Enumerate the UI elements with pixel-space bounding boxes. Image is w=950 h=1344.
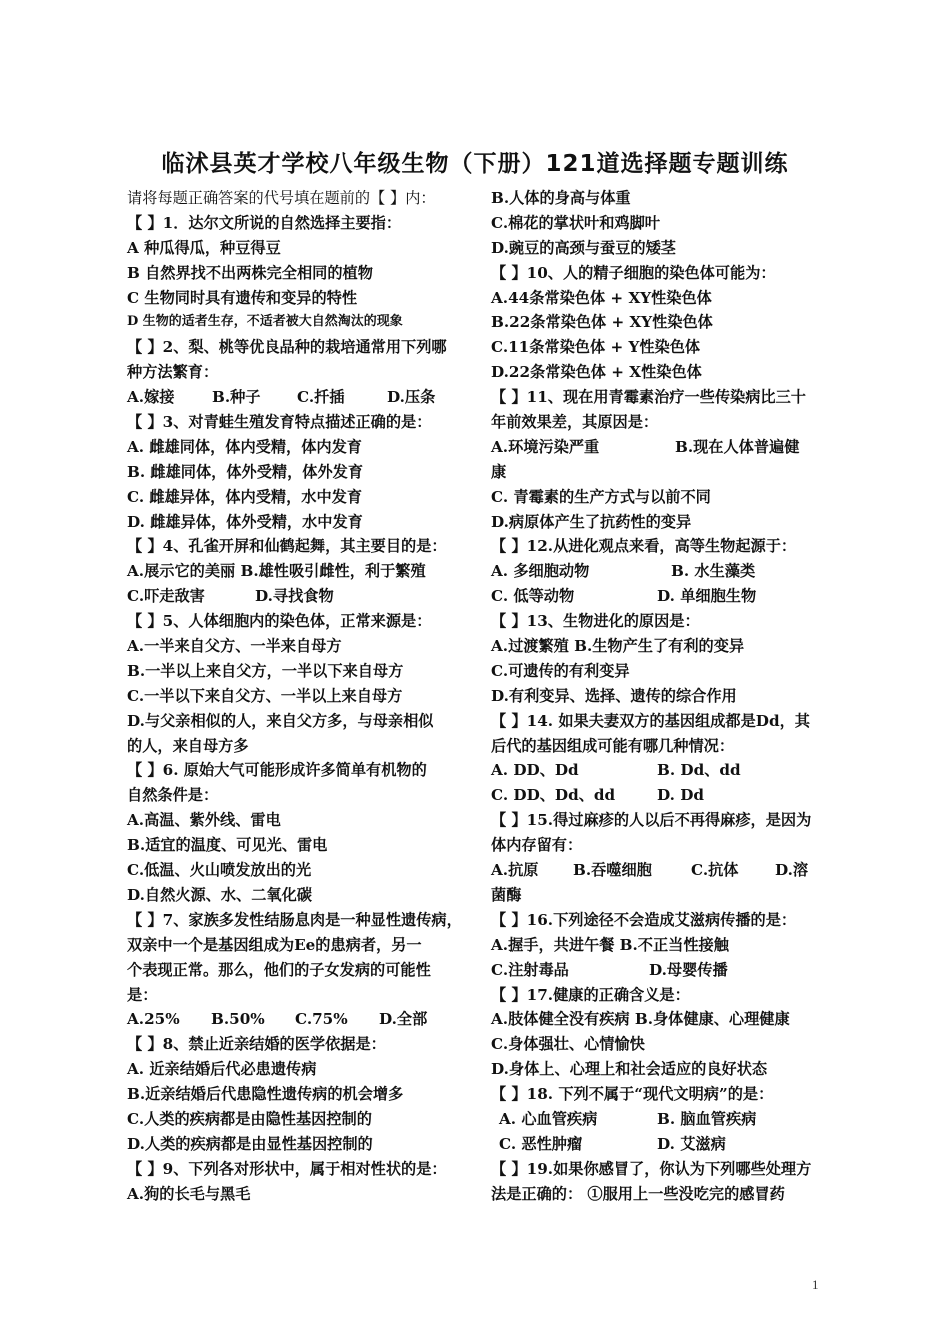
- question-9: 【 】9、下列各对形状中，属于相对性状的是：: [127, 1159, 447, 1178]
- q18-option-c: C. 恶性肿瘤: [499, 1134, 583, 1153]
- question-6: 【 】6. 原始大气可能形成许多简单有机物的: [127, 761, 427, 780]
- q17-options-ab: A.肢体健全没有疾病 B.身体健康、心理健康: [491, 1010, 790, 1029]
- q18-option-b: B. 脑血管疾病: [657, 1109, 757, 1128]
- question-10: 【 】10、人的精子细胞的染色体可能为：: [491, 263, 776, 282]
- q1-option-a: A 种瓜得瓜，种豆得豆: [127, 238, 281, 257]
- q1-option-b: B 自然界找不出两株完全相同的植物: [127, 263, 373, 282]
- page-title: 临沭县英才学校八年级生物（下册）121道选择题专题训练: [161, 151, 789, 177]
- q10-option-b: B.22条常染色体 + XY性染色体: [491, 313, 713, 332]
- q17-option-c: C.身体强壮、心情愉快: [491, 1035, 645, 1054]
- q18-options-cd: [491, 1132, 843, 1157]
- question-14-cont: 后代的基因组成可能有哪几种情况：: [491, 736, 734, 755]
- q14-option-b: B. Dd、dd: [657, 761, 741, 780]
- q11-option-b: B.现在人体普遍健: [675, 437, 800, 456]
- q15-option-d: D.溶: [775, 861, 809, 880]
- right-column: [491, 186, 843, 1207]
- question-16: 【 】16.下列途径不会造成艾滋病传播的是：: [491, 910, 797, 929]
- question-5: 【 】5、人体细胞内的染色体，正常来源是：: [127, 612, 432, 631]
- q12-option-c: C. 低等动物: [491, 587, 575, 606]
- q8-option-d: D.人类的疾病都是由显性基因控制的: [127, 1134, 373, 1153]
- q14-options-ab: [491, 758, 843, 783]
- q2-option-d: D.压条: [387, 388, 436, 407]
- q9-option-b: B.人体的身高与体重: [491, 189, 631, 207]
- question-18: 【 】18. 下列不属于“现代文明病”的是：: [491, 1085, 774, 1104]
- q5-option-a: A.一半来自父方、一半来自母方: [127, 637, 342, 656]
- q18-options-ab: [491, 1107, 843, 1132]
- q15-option-c: C.抗体: [691, 861, 739, 880]
- q7-option-d: D.全部: [379, 1010, 428, 1029]
- q14-options-cd: [491, 783, 843, 808]
- question-1: 【 】1．达尔文所说的自然选择主要指：: [127, 213, 402, 232]
- q13-option-d: D.有利变异、选择、遗传的综合作用: [491, 686, 737, 705]
- q3-option-a: A. 雌雄同体，体内受精，体内发育: [127, 437, 362, 456]
- q1-option-c: C 生物同时具有遗传和变异的特性: [127, 288, 358, 307]
- question-17: 【 】17.健康的正确含义是：: [491, 985, 690, 1004]
- q7-option-b: B.50%: [211, 1010, 265, 1029]
- question-13: 【 】13、生物进化的原因是：: [491, 612, 700, 631]
- q3-option-c: C. 雌雄异体，体内受精，水中发育: [127, 487, 363, 506]
- q10-option-c: C.11条常染色体 + Y性染色体: [491, 338, 701, 357]
- q3-option-d: D. 雌雄异体，体外受精，水中发育: [127, 512, 363, 531]
- q12-options-cd: [491, 584, 843, 609]
- q10-option-d: D.22条常染色体 + X性染色体: [491, 363, 702, 382]
- q6-option-c: C.低温、火山喷发放出的光: [127, 861, 312, 880]
- q6-option-a: A.高温、紫外线、雷电: [127, 811, 281, 830]
- q16-options-ab: A.握手，共进午餐 B.不正当性接触: [491, 935, 729, 954]
- q5-option-b: B.一半以上来自父方，一半以下来自母方: [127, 661, 404, 680]
- question-6-cont: 自然条件是：: [127, 786, 219, 805]
- q17-option-d: D.身体上、心理上和社会适应的良好状态: [491, 1060, 768, 1079]
- q4-options-ab: A.展示它的美丽 B.雄性吸引雌性，利于繁殖: [127, 562, 426, 581]
- q7-option-c: C.75%: [295, 1010, 348, 1029]
- question-8: 【 】8、禁止近亲结婚的医学依据是：: [127, 1035, 386, 1054]
- question-11: 【 】11、现在用青霉素治疗一些传染病比三十: [491, 388, 806, 407]
- q7-option-a: A.25%: [127, 1010, 180, 1029]
- q16-option-d: D.母婴传播: [649, 960, 728, 979]
- q18-option-d: D. 艾滋病: [657, 1134, 726, 1153]
- q2-option-b: B.种子: [212, 388, 261, 407]
- q12-option-d: D. 单细胞生物: [657, 587, 757, 606]
- q6-option-d: D.自然火源、水、二氧化碳: [127, 885, 312, 904]
- q8-option-b: B.近亲结婚后代患隐性遗传病的机会增多: [127, 1085, 404, 1104]
- question-12: 【 】12.从进化观点来看，高等生物起源于：: [491, 537, 797, 556]
- q9-option-a: A.狗的长毛与黑毛: [127, 1184, 251, 1203]
- q15-option-d-cont: 菌酶: [491, 885, 522, 904]
- q8-option-c: C.人类的疾病都是由隐性基因控制的: [127, 1109, 372, 1128]
- q18-option-a: A. 心血管疾病: [499, 1109, 598, 1128]
- q14-option-d: D. Dd: [657, 786, 704, 805]
- q9-option-d: D.豌豆的高颈与蚕豆的矮茎: [491, 238, 676, 257]
- q11-option-a: A.环境污染严重: [491, 437, 600, 456]
- q4-option-c: C.吓走敌害: [127, 587, 205, 606]
- question-7-cont-2: 个表现正常。那么，他们的子女发病的可能性: [127, 960, 431, 979]
- q5-option-d: D.与父亲相似的人，来自父方多，与母亲相似: [127, 711, 434, 730]
- q15-options: [491, 858, 843, 883]
- q6-option-b: B.适宜的温度、可见光、雷电: [127, 836, 328, 855]
- question-4: 【 】4、孔雀开屏和仙鹤起舞，其主要目的是：: [127, 537, 447, 556]
- question-7: 【 】7、家族多发性结肠息肉是一种显性遗传病，: [127, 910, 462, 929]
- q15-option-a: A.抗原: [491, 861, 539, 880]
- question-15: 【 】15.得过麻疹的人以后不再得麻疹，是因为: [491, 811, 812, 830]
- question-2-cont: 种方法繁育：: [127, 363, 219, 382]
- instruction-line: 请将每题正确答案的代号填在题前的【 】内：: [127, 189, 436, 207]
- question-19-cont: 法是正确的： ①服用上一些没吃完的感冒药: [491, 1184, 785, 1203]
- page-number: 1: [812, 1277, 819, 1292]
- question-11-cont: 年前效果差，其原因是：: [491, 413, 659, 432]
- q1-option-d: D 生物的适者生存，不适者被大自然淘汰的现象: [127, 314, 403, 330]
- left-column: [127, 186, 479, 1207]
- question-3: 【 】3、对青蛙生殖发育特点描述正确的是：: [127, 413, 432, 432]
- question-14: 【 】14. 如果夫妻双方的基因组成都是Dd，其: [491, 711, 810, 730]
- q4-option-d: D.寻找食物: [255, 587, 334, 606]
- question-15-cont: 体内存留有：: [491, 836, 583, 855]
- q11-option-c: C. 青霉素的生产方式与以前不同: [491, 487, 711, 506]
- q13-option-c: C.可遗传的有利变异: [491, 661, 630, 680]
- q15-option-b: B.吞噬细胞: [573, 861, 652, 880]
- q11-option-b-cont: 康: [491, 462, 507, 481]
- q8-option-a: A. 近亲结婚后代必患遗传病: [127, 1060, 317, 1079]
- q3-option-b: B. 雌雄同体，体外受精，体外发育: [127, 462, 364, 481]
- q9-option-c: C.棉花的掌状叶和鸡脚叶: [491, 213, 660, 232]
- q12-option-a: A. 多细胞动物: [491, 562, 590, 581]
- q11-options-ab: [491, 435, 843, 460]
- q14-option-a: A. DD、Dd: [491, 761, 579, 780]
- q2-options: [127, 385, 479, 410]
- question-19: 【 】19.如果你感冒了，你认为下列哪些处理方: [491, 1159, 812, 1178]
- question-7-cont-1: 双亲中一个是基因组成为Ee的患病者，另一: [127, 935, 422, 954]
- q2-option-a: A.嫁接: [127, 388, 175, 407]
- q13-options-ab: A.过渡繁殖 B.生物产生了有利的变异: [491, 637, 745, 656]
- q12-options-ab: [491, 559, 843, 584]
- question-7-cont-3: 是：: [127, 985, 158, 1004]
- q5-option-d-cont: 的人，来自母方多: [127, 736, 249, 755]
- q2-option-c: C.扦插: [297, 388, 345, 407]
- q16-option-c: C.注射毒品: [491, 960, 569, 979]
- q11-option-d: D.病原体产生了抗药性的变异: [491, 512, 692, 531]
- q16-options-cd: [491, 958, 843, 983]
- q14-option-c: C. DD、Dd、dd: [491, 786, 616, 805]
- q5-option-c: C.一半以下来自父方、一半以上来自母方: [127, 686, 403, 705]
- q12-option-b: B. 水生藻类: [671, 562, 756, 581]
- q4-options-cd: [127, 584, 479, 609]
- q10-option-a: A.44条常染色体 + XY性染色体: [491, 288, 712, 307]
- q7-options: [127, 1007, 479, 1032]
- question-2: 【 】2、梨、桃等优良品种的栽培通常用下列哪: [127, 338, 447, 357]
